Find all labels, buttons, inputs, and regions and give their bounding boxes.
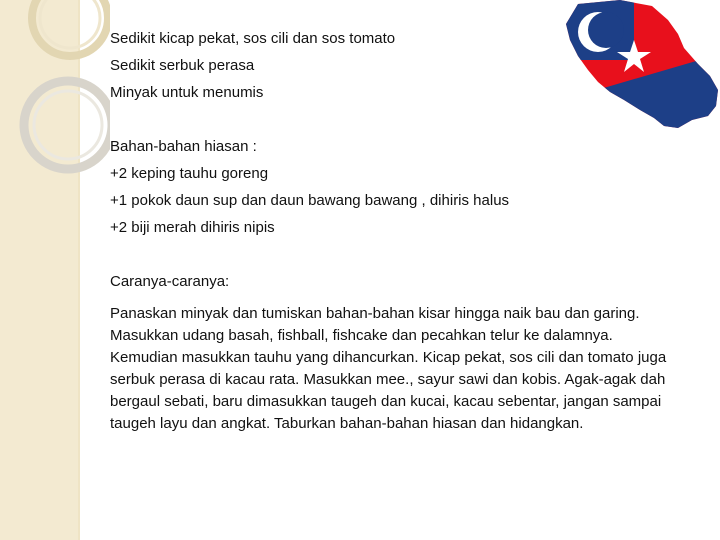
ingredient-line: Minyak untuk menumis [110, 84, 264, 101]
garnish-item: +2 keping tauhu goreng [110, 165, 269, 182]
ingredient-line: Sedikit kicap pekat, sos cili dan sos tomato [110, 30, 396, 47]
garnish-heading: Bahan-bahan hiasan : [110, 138, 257, 155]
decorative-rings-icon [0, 0, 110, 200]
ingredient-line: Sedikit serbuk perasa [110, 57, 255, 74]
method-paragraph: Panaskan minyak dan tumiskan bahan-bahan kisar hingga naik bau dan garing. Masukkan udang basah, fishball, fishcake dan pecahkan telur ke dalamnya. Kemudian masukkan tauhu yang dihancurkan. Kicap pekat, sos cili dan tomato juga serbuk perasa di kacau rata. Masukkan mee., sayur sawi dan kobis. Agak-agak dah bergaul sebati, baru dimasukkan taugeh dan kucai, kacau sebentar, jangan sampai taugeh layu dan angkat. Taburkan bahan-bahan hiasan dan hidangkan. [110, 305, 667, 432]
method-heading: Caranya-caranya: [110, 273, 230, 290]
recipe-content [110, 28, 675, 435]
garnish-item: +1 pokok daun sup dan daun bawang bawang , dihiris halus [110, 192, 510, 209]
garnish-item: +2 biji merah dihiris nipis [110, 219, 275, 236]
